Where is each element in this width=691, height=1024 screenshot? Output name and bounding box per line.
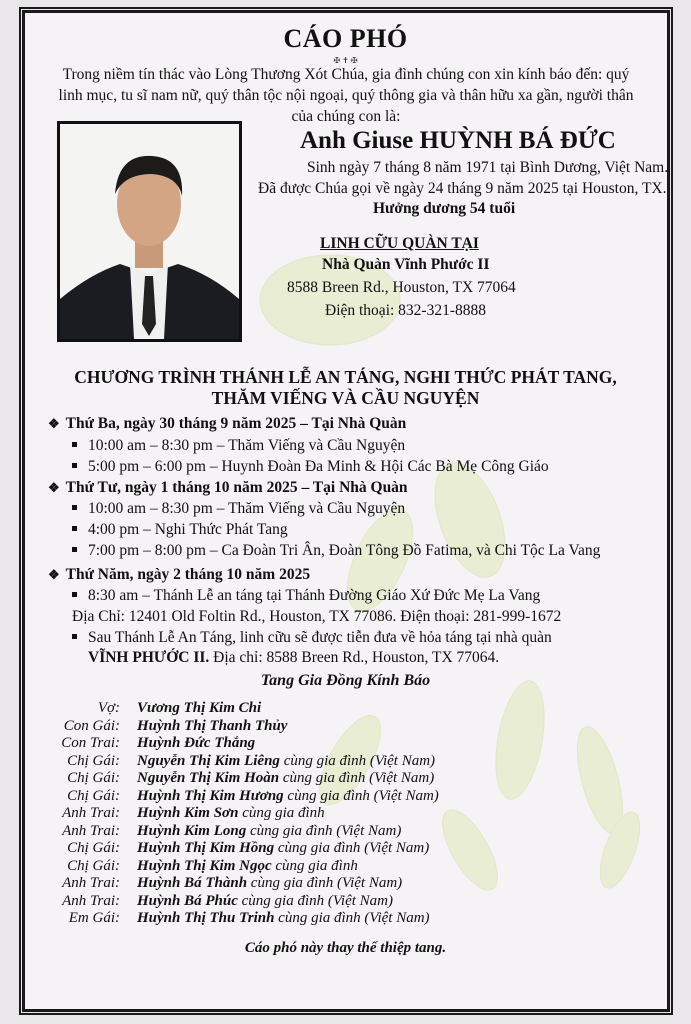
family-member [137,788,439,805]
family-member [137,823,401,840]
family-member [137,805,325,822]
footer-note: Cáo phó này thay thế thiệp tang. [244,940,447,956]
family-member-note: cùng gia đình (Việt Nam) [279,752,436,769]
family-member-name: Huỳnh Bá Phúc [137,892,238,909]
cremation-location [88,649,499,667]
family-relation: Chị Gái: [67,857,120,874]
diamond-bullet-icon: ❖ [48,480,60,495]
day-2-heading-text: Thứ Tư, ngày 1 tháng 10 năm 2025 – Tại Nhà Quàn [65,479,408,496]
family-member [137,718,287,735]
family-member-name: Huỳnh Thị Kim Ngọc [137,857,272,874]
square-bullet-icon [72,463,77,468]
day-2-item-3 [72,542,600,560]
day-2-item-1 [72,500,405,518]
family-relation: Anh Trai: [62,805,120,821]
day-3-item-1 [72,587,540,605]
family-member-name: Huỳnh Bá Thành [137,875,248,891]
day-3-item-2 [72,629,552,647]
family-member-name: Huỳnh Thị Kim Hương [137,787,284,804]
funeral-home-name: Nhà Quàn Vĩnh Phước II [322,256,490,273]
program-title-line-1: CHƯƠNG TRÌNH THÁNH LỄ AN TÁNG, NGHI THỨC PHÁT TANG, [74,367,617,387]
day-3-heading [48,566,310,584]
funeral-home-address: 8588 Breen Rd., Houston, TX 77064 [287,279,516,296]
day-2-item-2 [72,521,288,539]
family-member [137,893,393,910]
family-member [137,910,430,927]
square-bullet-icon [72,505,77,510]
family-heading: Tang Gia Đồng Kính Báo [260,672,431,689]
family-member [137,735,255,752]
family-member-name: Nguyễn Thị Kim Liêng [137,752,280,769]
diamond-bullet-icon: ❖ [48,567,60,582]
family-member-name: Huỳnh Kim Long [137,822,247,839]
family-relation: Chị Gái: [67,840,120,856]
family-member-name: Huỳnh Đức Thắng [137,735,256,751]
day-2-item-2-text: 4:00 pm – Nghi Thức Phát Tang [88,521,288,538]
family-member-note: cùng gia đình (Việt Nam) [237,892,393,909]
title-ornament: ✠ ✝ ✠ [333,56,358,65]
day-2-item-3-text: 7:00 pm – 8:00 pm – Ca Đoàn Tri Ân, Đoàn Tông Đồ Fatima, và Chi Tộc La Vang [88,542,601,559]
family-member-note: cùng gia đình (Việt Nam) [247,875,403,891]
family-member [137,875,402,892]
family-member-name: Huỳnh Thị Thanh Thủy [137,717,288,734]
family-member-note: cùng gia đình [271,857,358,874]
cremation-home-address: Địa chỉ: 8588 Breen Rd., Houston, TX 77064. [209,649,500,666]
family-relation: Anh Trai: [62,875,120,891]
deceased-name: Anh Giuse HUỲNH BÁ ĐỨC [300,127,616,154]
intro-paragraph: Trong niềm tín thác vào Lòng Thương Xót Chúa, gia đình chúng con xin kính báo đến: quý linh mục, tu sĩ nam nữ, quý thân tộc nội ngoại, quý thông gia và thân hữu xa gần, người thân của chúng con là: [58,66,634,125]
family-relation: Con Trai: [61,735,120,751]
square-bullet-icon [72,592,77,597]
day-3-item-2-text: Sau Thánh Lễ An Táng, linh cữu sẽ được tiễn đưa về hỏa táng tại nhà quàn [88,629,552,646]
day-1-item-2 [72,458,549,476]
diamond-bullet-icon: ❖ [48,416,60,431]
family-relation: Con Gái: [63,717,120,734]
program-title [40,367,651,409]
family-relation: Chị Gái: [67,770,120,786]
day-1-item-2-text: 5:00 pm – 6:00 pm – Huynh Đoàn Đa Minh & Hội Các Bà Mẹ Công Giáo [88,458,549,475]
family-relation: Em Gái: [68,910,120,926]
portrait-image [60,124,239,339]
church-address: Địa Chỉ: 12401 Old Foltin Rd., Houston, TX 77086. Điện thoại: 281-999-1672 [72,608,562,625]
family-member [137,770,434,787]
day-1-item-1 [72,437,405,455]
day-3-heading-text: Thứ Năm, ngày 2 tháng 10 năm 2025 [65,566,311,583]
family-member-note: cùng gia đình (Việt Nam) [274,840,430,856]
day-1-heading [48,415,406,433]
death-info: Đã được Chúa gọi về ngày 24 tháng 9 năm 2025 tại Houston, TX. [258,180,667,197]
cremation-home-name: VĨNH PHƯỚC II. [88,649,210,666]
family-member [137,753,435,770]
square-bullet-icon [72,547,77,552]
family-member-note: cùng gia đình (Việt Nam) [246,822,402,839]
family-member-name: Nguyễn Thị Kim Hoàn [137,770,280,786]
family-member-note: cùng gia đình (Việt Nam) [274,910,430,926]
family-relation: Chị Gái: [67,787,120,804]
program-title-line-2: THĂM VIẾNG VÀ CẦU NGUYỆN [211,388,480,408]
family-member-name: Vương Thị Kim Chi [137,700,262,716]
funeral-home-heading: LINH CỮU QUÀN TẠI [320,235,479,252]
day-2-item-1-text: 10:00 am – 8:30 pm – Thăm Viếng và Cầu Nguyện [88,500,406,517]
family-relation: Chị Gái: [67,752,120,769]
family-relation: Anh Trai: [62,822,120,839]
family-member-name: Huỳnh Kim Sơn [137,805,239,821]
family-member-note: cùng gia đình [238,805,325,821]
day-3-item-1-text: 8:30 am – Thánh Lễ an táng tại Thánh Đường Giáo Xứ Đức Mẹ La Vang [88,587,541,604]
family-member-note: cùng gia đình (Việt Nam) [279,770,435,786]
family-member-name: Huỳnh Thị Thu Trinh [137,910,275,926]
family-relation: Anh Trai: [62,892,120,909]
family-member-note: cùng gia đình (Việt Nam) [283,787,439,804]
day-1-item-1-text: 10:00 am – 8:30 pm – Thăm Viếng và Cầu Nguyện [88,437,406,454]
deceased-portrait [57,121,242,342]
family-relation: Vợ: [97,700,120,716]
family-member [137,840,429,857]
family-member [137,700,261,717]
family-member-name: Huỳnh Thị Kim Hồng [137,840,275,856]
day-2-heading [48,479,408,497]
age-info: Hưởng dương 54 tuổi [373,200,516,217]
funeral-home-phone: Điện thoại: 832-321-8888 [325,302,487,319]
obituary-title: CÁO PHÓ [283,24,408,53]
birth-info: Sinh ngày 7 tháng 8 năm 1971 tại Bình Dương, Việt Nam. [307,159,669,176]
square-bullet-icon [72,634,77,639]
day-1-heading-text: Thứ Ba, ngày 30 tháng 9 năm 2025 – Tại Nhà Quàn [65,415,407,432]
square-bullet-icon [72,526,77,531]
family-member [137,858,358,875]
square-bullet-icon [72,442,77,447]
